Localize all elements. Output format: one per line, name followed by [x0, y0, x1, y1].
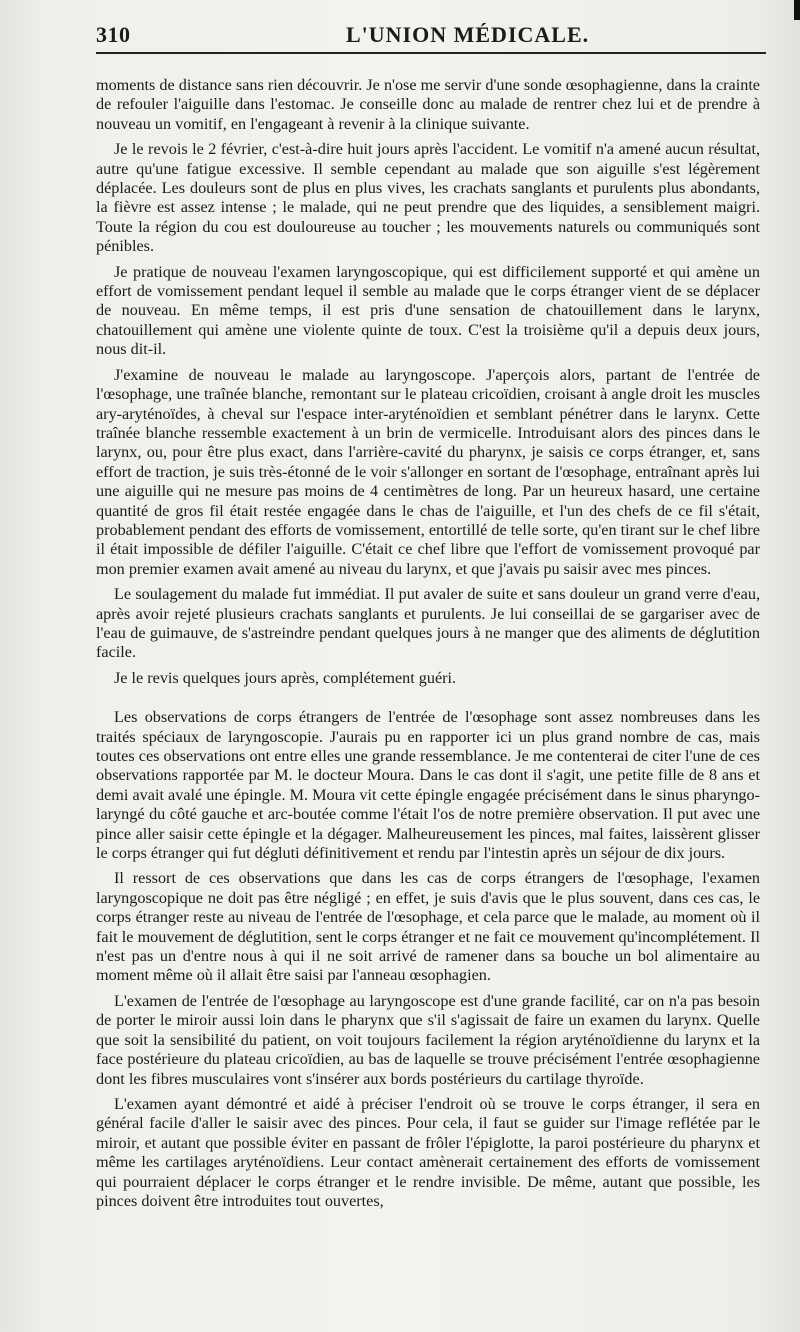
page-number: 310	[96, 22, 131, 47]
paragraph: Le soulagement du malade fut immédiat. Il put avaler de suite et sans douleur un grand verre d'eau, après avoir rejeté plusieurs crachats sanglants et purulents. Je lui conseillai de se gargariser avec de l'eau de guimauve, de s'astreindre pendant quelques jours à ne manger que des aliments de déglutition facile.	[96, 585, 760, 662]
paragraph: J'examine de nouveau le malade au laryngoscope. J'aperçois alors, partant de l'entrée de l'œsophage, une traînée blanche, remontant sur le plateau cricoïdien, croisant à angle droit les muscles ary-aryténoïdes, à cheval sur l'espace inter-aryténoïdien et semblant pénétrer dans le larynx. Cette traînée blanche ressemble exactement à un brin de vermicelle. Introduisant alors des pinces dans le larynx, ou, pour être plus exact, dans l'arrière-cavité du pharynx, je saisis ce corps étranger, et, sans effort de traction, je suis très-étonné de le voir s'allonger en sortant de l'œsophage, entraînant après lui une aiguille qui ne mesure pas moins de 4 centimètres de long. Par un heureux hasard, une certaine quantité de gros fil était restée engagée dans le chas de l'aiguille, et l'un des chefs de ce fil s'était, probablement pendant des efforts de vomissement, entortillé de telle sorte, qu'en tirant sur le chef libre il était impossible de défiler l'aiguille. C'était ce chef libre que l'effort de vomissement provoqué par mon premier examen avait amené au niveau du larynx, et que j'avais pu saisir avec mes pinces.	[96, 365, 760, 578]
paragraph: L'examen de l'entrée de l'œsophage au laryngoscope est d'une grande facilité, car on n'a pas besoin de porter le miroir aussi loin dans le pharynx que s'il s'agissait de faire un examen du larynx. Quelle que soit la sensibilité du patient, on voit toujours facilement la région aryténoïdienne du larynx et la face postérieure du plateau cricoïdien, au bas de laquelle se trouve précisément l'entrée œsophagienne dont les fibres musculaires vont s'insérer aux bords postérieurs du cartilage thyroïde.	[96, 991, 760, 1088]
page-edge-mark	[794, 0, 800, 20]
running-title: L'UNION MÉDICALE.	[346, 22, 590, 47]
paragraph: Je le revis quelques jours après, complétement guéri.	[114, 668, 457, 687]
paragraph: L'examen ayant démontré et aidé à préciser l'endroit où se trouve le corps étranger, il sera en général facile d'aller le saisir avec des pinces. Pour cela, il faut se guider sur l'image reflétée par le miroir, et autant que possible éviter en passant de frôler l'épiglotte, la paroi postérieure du pharynx et même les cartilages aryténoïdiens. Leur contact amènerait certainement des efforts de vomissement qui pourraient déplacer le corps étranger et le rendre invisible. De même, autant que possible, les pinces doivent être introduites tout ouvertes,	[96, 1094, 760, 1210]
paragraph: Je le revois le 2 février, c'est-à-dire huit jours après l'accident. Le vomitif n'a amené aucun résultat, autre qu'une fatigue excessive. Il semble cependant au malade que son aiguille s'est légèrement déplacée. Les douleurs sont de plus en plus vives, les crachats sanglants et purulents plus abondants, la fièvre est assez intense ; le malade, qui ne peut prendre que des liquides, a sensiblement maigri. Toute la région du cou est douloureuse au toucher ; les mouvements naturels ou communiqués sont pénibles.	[96, 140, 760, 256]
paragraph: Les observations de corps étrangers de l'entrée de l'œsophage sont assez nombreuses dans les traités spéciaux de laryngoscopie. J'aurais pu en rapporter ici un plus grand nombre de cas, mais toutes ces observations ont entre elles une grande ressemblance. Je me contenterai de citer l'une de ces observations rapportée par M. le docteur Moura. Dans le cas dont il s'agit, une petite fille de 8 ans et demi avait avalé une épingle. M. Moura vit cette épingle engagée précisément dans le sinus pharyngo-laryngé du côté gauche et arc-boutée comme l'était l'os de notre première observation. Il put avec une pince aller saisir cette épingle et la dégager. Malheureusement les pinces, mal faites, laissèrent glisser le corps étranger qui fut dégluti définitivement et rendu par l'intestin après un séjour de dix jours.	[96, 708, 760, 863]
body-text	[96, 76, 760, 1211]
section-gap	[96, 694, 760, 708]
paragraph: Il ressort de ces observations que dans les cas de corps étrangers de l'œsophage, l'examen laryngoscopique ne doit pas être négligé ; en effet, je suis d'avis que le plus souvent, dans ces cas, le corps étranger reste au niveau de l'entrée de l'œsophage, et cela parce que le malade, au moment où il fait le mouvement de déglutition, sent le corps étranger et ne fait ce mouvement qu'incomplétement. Il n'est pas un d'entre nous à qui il ne soit arrivé de ramener dans sa bouche un bol alimentaire au moment même où il allait être saisi par l'anneau œsophagien.	[96, 869, 760, 985]
page-header	[96, 16, 766, 54]
paragraph: Je pratique de nouveau l'examen laryngoscopique, qui est difficilement supporté et qui amène un effort de vomissement pendant lequel il semble au malade que le corps étranger vient de se déplacer de nouveau. En même temps, il est pris d'une sensation de chatouillement dans le larynx, chatouillement qui amène une violente quinte de toux. C'est la troisième qu'il a depuis deux jours, nous dit-il.	[96, 262, 760, 359]
paragraph: moments de distance sans rien découvrir. Je n'ose me servir d'une sonde œsophagienne, dans la crainte de refouler l'aiguille dans l'estomac. Je conseille donc au malade de rentrer chez lui et de prendre à nouveau un vomitif, en l'engageant à revenir à la clinique suivante.	[96, 76, 760, 133]
